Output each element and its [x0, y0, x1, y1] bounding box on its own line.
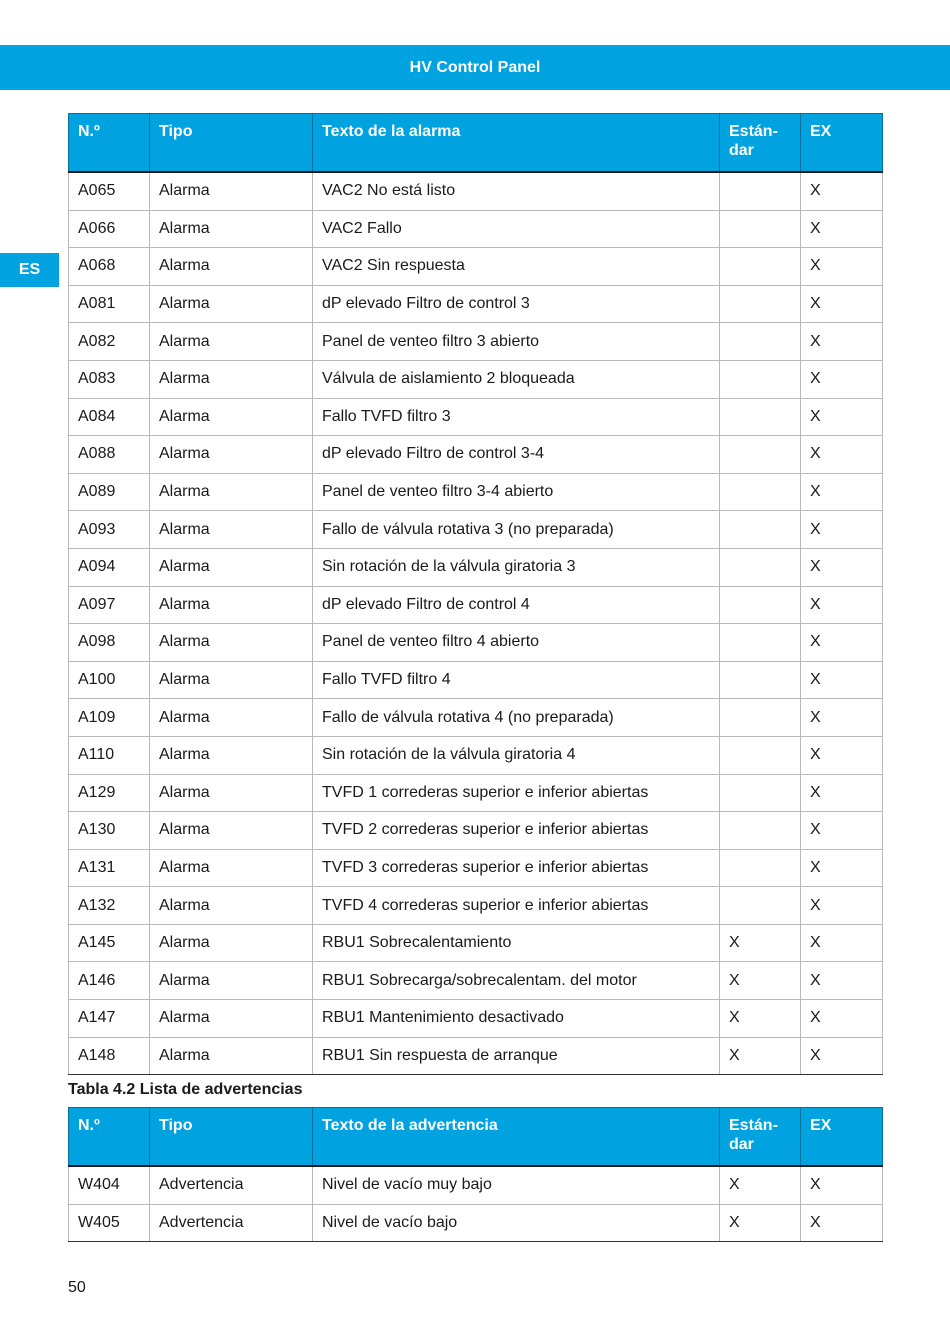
col-number-cell: A098	[69, 624, 150, 662]
col-ex-cell: X	[801, 1000, 883, 1038]
col-number-cell: A081	[69, 285, 150, 323]
col-type-cell: Alarma	[150, 586, 313, 624]
col-standard-cell: X	[720, 1000, 801, 1038]
table-row	[69, 210, 883, 248]
col-ex-cell: X	[801, 473, 883, 511]
table-row	[69, 699, 883, 737]
col-standard-cell	[720, 699, 801, 737]
col-type-cell: Advertencia	[150, 1204, 313, 1242]
col-text-cell: VAC2 No está listo	[313, 172, 720, 210]
col-number-header: N.º	[69, 1108, 150, 1167]
table-row	[69, 248, 883, 286]
col-ex-cell: X	[801, 398, 883, 436]
col-number-cell: W404	[69, 1166, 150, 1204]
col-type-cell: Alarma	[150, 736, 313, 774]
col-number-cell: A109	[69, 699, 150, 737]
col-ex-cell: X	[801, 586, 883, 624]
col-type-cell: Alarma	[150, 285, 313, 323]
table-row	[69, 172, 883, 210]
col-ex-cell: X	[801, 699, 883, 737]
col-ex-cell: X	[801, 1204, 883, 1242]
col-type-cell: Alarma	[150, 323, 313, 361]
col-text-header: Texto de la alarma	[313, 114, 720, 173]
col-ex-cell: X	[801, 248, 883, 286]
col-number-cell: A094	[69, 548, 150, 586]
col-type-cell: Alarma	[150, 1000, 313, 1038]
table-row	[69, 1166, 883, 1204]
table-row	[69, 924, 883, 962]
col-standard-header: Están- dar	[720, 1108, 801, 1167]
col-standard-cell	[720, 774, 801, 812]
col-ex-cell: X	[801, 962, 883, 1000]
col-text-cell: Fallo de válvula rotativa 4 (no preparada)	[313, 699, 720, 737]
col-number-cell: A146	[69, 962, 150, 1000]
col-number-cell: A089	[69, 473, 150, 511]
col-standard-cell	[720, 210, 801, 248]
header-title: HV Control Panel	[409, 58, 541, 76]
col-type-cell: Alarma	[150, 624, 313, 662]
col-number-cell: A083	[69, 360, 150, 398]
col-text-cell: RBU1 Sobrecalentamiento	[313, 924, 720, 962]
warnings-table	[68, 1107, 883, 1242]
col-text-cell: Nivel de vacío bajo	[313, 1204, 720, 1242]
col-text-header: Texto de la advertencia	[313, 1108, 720, 1167]
col-number-cell: A147	[69, 1000, 150, 1038]
col-ex-header: EX	[801, 114, 883, 173]
col-text-cell: RBU1 Sobrecarga/sobrecalentam. del motor	[313, 962, 720, 1000]
col-type-header: Tipo	[150, 1108, 313, 1167]
col-number-cell: A068	[69, 248, 150, 286]
table-row	[69, 1037, 883, 1075]
col-standard-cell: X	[720, 1037, 801, 1075]
col-number-cell: A084	[69, 398, 150, 436]
col-type-cell: Alarma	[150, 774, 313, 812]
col-standard-header: Están- dar	[720, 114, 801, 173]
col-number-cell: A145	[69, 924, 150, 962]
col-standard-cell	[720, 473, 801, 511]
col-standard-cell	[720, 586, 801, 624]
col-type-cell: Alarma	[150, 812, 313, 850]
col-number-cell: A130	[69, 812, 150, 850]
table-header-row	[69, 114, 883, 173]
table-row	[69, 473, 883, 511]
col-type-cell: Alarma	[150, 849, 313, 887]
col-text-cell: Sin rotación de la válvula giratoria 3	[313, 548, 720, 586]
page-number: 50	[68, 1279, 86, 1296]
col-ex-cell: X	[801, 1166, 883, 1204]
col-text-cell: dP elevado Filtro de control 3-4	[313, 436, 720, 474]
warnings-table-caption: Tabla 4.2 Lista de advertencias	[68, 1081, 303, 1098]
col-ex-cell: X	[801, 172, 883, 210]
col-type-cell: Alarma	[150, 661, 313, 699]
page-header	[0, 45, 950, 90]
col-type-cell: Alarma	[150, 924, 313, 962]
language-tab	[0, 253, 59, 287]
col-text-cell: RBU1 Mantenimiento desactivado	[313, 1000, 720, 1038]
col-standard-cell	[720, 511, 801, 549]
col-number-cell: A097	[69, 586, 150, 624]
col-number-cell: W405	[69, 1204, 150, 1242]
col-number-cell: A066	[69, 210, 150, 248]
col-ex-cell: X	[801, 661, 883, 699]
col-standard-cell: X	[720, 962, 801, 1000]
col-text-cell: Fallo de válvula rotativa 3 (no preparada)	[313, 511, 720, 549]
col-text-cell: VAC2 Sin respuesta	[313, 248, 720, 286]
table-row	[69, 774, 883, 812]
col-number-cell: A132	[69, 887, 150, 925]
col-text-cell: RBU1 Sin respuesta de arranque	[313, 1037, 720, 1075]
col-number-cell: A093	[69, 511, 150, 549]
col-standard-cell	[720, 436, 801, 474]
col-ex-cell: X	[801, 360, 883, 398]
col-type-cell: Alarma	[150, 699, 313, 737]
col-ex-cell: X	[801, 924, 883, 962]
table-row	[69, 1204, 883, 1242]
language-tab-label: ES	[18, 261, 41, 278]
col-type-cell: Alarma	[150, 548, 313, 586]
col-text-cell: TVFD 2 correderas superior e inferior abiertas	[313, 812, 720, 850]
col-ex-cell: X	[801, 736, 883, 774]
col-ex-cell: X	[801, 887, 883, 925]
col-standard-cell	[720, 285, 801, 323]
col-standard-cell	[720, 624, 801, 662]
col-text-cell: dP elevado Filtro de control 3	[313, 285, 720, 323]
table-row	[69, 511, 883, 549]
col-standard-cell	[720, 812, 801, 850]
col-text-cell: TVFD 3 correderas superior e inferior abiertas	[313, 849, 720, 887]
col-ex-header: EX	[801, 1108, 883, 1167]
col-type-cell: Alarma	[150, 210, 313, 248]
col-text-cell: Panel de venteo filtro 3 abierto	[313, 323, 720, 361]
col-type-cell: Advertencia	[150, 1166, 313, 1204]
col-standard-cell	[720, 548, 801, 586]
col-type-cell: Alarma	[150, 887, 313, 925]
col-type-cell: Alarma	[150, 172, 313, 210]
col-number-header: N.º	[69, 114, 150, 173]
col-standard-cell	[720, 248, 801, 286]
col-standard-cell	[720, 323, 801, 361]
table-row	[69, 285, 883, 323]
col-standard-cell	[720, 398, 801, 436]
col-type-header: Tipo	[150, 114, 313, 173]
col-text-cell: Fallo TVFD filtro 3	[313, 398, 720, 436]
col-number-cell: A129	[69, 774, 150, 812]
col-number-cell: A088	[69, 436, 150, 474]
col-standard-cell	[720, 736, 801, 774]
table-row	[69, 962, 883, 1000]
col-ex-cell: X	[801, 323, 883, 361]
table-header-row	[69, 1108, 883, 1167]
col-standard-cell	[720, 661, 801, 699]
col-text-cell: Panel de venteo filtro 4 abierto	[313, 624, 720, 662]
col-standard-cell: X	[720, 1204, 801, 1242]
col-standard-cell: X	[720, 924, 801, 962]
col-number-cell: A131	[69, 849, 150, 887]
col-type-cell: Alarma	[150, 962, 313, 1000]
col-type-cell: Alarma	[150, 248, 313, 286]
col-number-cell: A110	[69, 736, 150, 774]
col-ex-cell: X	[801, 548, 883, 586]
col-type-cell: Alarma	[150, 360, 313, 398]
table-row	[69, 736, 883, 774]
table-row	[69, 436, 883, 474]
col-ex-cell: X	[801, 624, 883, 662]
col-type-cell: Alarma	[150, 473, 313, 511]
col-type-cell: Alarma	[150, 511, 313, 549]
col-ex-cell: X	[801, 812, 883, 850]
col-type-cell: Alarma	[150, 1037, 313, 1075]
col-text-cell: dP elevado Filtro de control 4	[313, 586, 720, 624]
table-row	[69, 624, 883, 662]
col-text-cell: TVFD 1 correderas superior e inferior abiertas	[313, 774, 720, 812]
col-ex-cell: X	[801, 1037, 883, 1075]
col-ex-cell: X	[801, 436, 883, 474]
table-row	[69, 548, 883, 586]
col-type-cell: Alarma	[150, 398, 313, 436]
col-text-cell: Fallo TVFD filtro 4	[313, 661, 720, 699]
col-text-cell: Sin rotación de la válvula giratoria 4	[313, 736, 720, 774]
col-number-cell: A100	[69, 661, 150, 699]
col-number-cell: A148	[69, 1037, 150, 1075]
col-standard-cell	[720, 360, 801, 398]
table-row	[69, 323, 883, 361]
col-ex-cell: X	[801, 849, 883, 887]
col-standard-cell	[720, 849, 801, 887]
table-row	[69, 812, 883, 850]
table-row	[69, 887, 883, 925]
alarms-table	[68, 113, 883, 1075]
table-row	[69, 661, 883, 699]
col-text-cell: VAC2 Fallo	[313, 210, 720, 248]
col-text-cell: TVFD 4 correderas superior e inferior abiertas	[313, 887, 720, 925]
col-standard-cell: X	[720, 1166, 801, 1204]
col-ex-cell: X	[801, 210, 883, 248]
col-number-cell: A082	[69, 323, 150, 361]
table-row	[69, 586, 883, 624]
table-row	[69, 398, 883, 436]
col-ex-cell: X	[801, 285, 883, 323]
col-text-cell: Nivel de vacío muy bajo	[313, 1166, 720, 1204]
table-row	[69, 1000, 883, 1038]
table-row	[69, 849, 883, 887]
col-text-cell: Panel de venteo filtro 3-4 abierto	[313, 473, 720, 511]
col-standard-cell	[720, 887, 801, 925]
col-ex-cell: X	[801, 511, 883, 549]
table-row	[69, 360, 883, 398]
col-ex-cell: X	[801, 774, 883, 812]
col-type-cell: Alarma	[150, 436, 313, 474]
col-standard-cell	[720, 172, 801, 210]
col-number-cell: A065	[69, 172, 150, 210]
col-text-cell: Válvula de aislamiento 2 bloqueada	[313, 360, 720, 398]
